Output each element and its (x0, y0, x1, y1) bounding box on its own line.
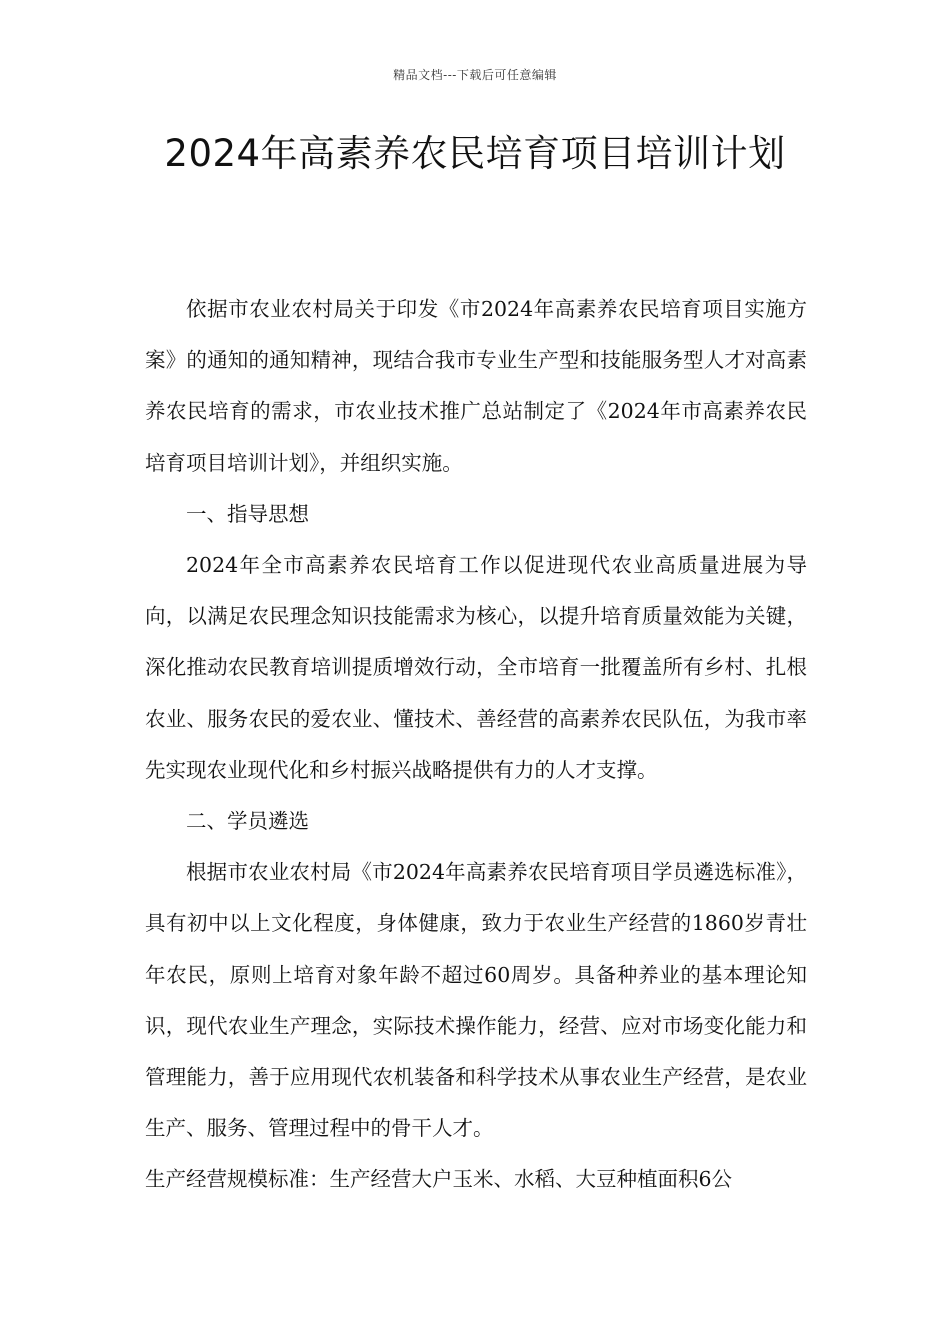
section-heading-guiding-ideology: 一、指导思想 (186, 501, 309, 526)
document-body (145, 284, 807, 1206)
intro-paragraph: 依据市农业农村局关于印发《市2024年高素养农民培育项目实施方案》的通知的通知精神，现结合我市专业生产型和技能服务型人才对高素养农民培育的需求，市农业技术推广总站制定了《2024年市高素养农民培育项目培训计划》，并组织实施。 (145, 297, 807, 475)
header-note: 精品文档---下载后可任意编辑 (393, 68, 557, 82)
scale-standard-paragraph: 生产经营规模标准：生产经营大户玉米、水稻、大豆种植面积6公 (145, 1167, 733, 1192)
guiding-ideology-paragraph: 2024年全市高素养农民培育工作以促进现代农业高质量进展为导向，以满足农民理念知识技能需求为核心，以提升培育质量效能为关键，深化推动农民教育培训提质增效行动，全市培育一批覆盖所有乡村、扎根农业、服务农民的爱农业、懂技术、善经营的高素养农民队伍，为我市率先实现农业现代化和乡村振兴战略提供有力的人才支撑。 (145, 553, 807, 782)
section-heading-trainee-selection: 二、学员遴选 (186, 809, 309, 834)
trainee-selection-paragraph: 根据市农业农村局《市2024年高素养农民培育项目学员遴选标准》，具有初中以上文化程度，身体健康，致力于农业生产经营的1860岁青壮年农民，原则上培育对象年龄不超过60周岁。具备种养业的基本理论知识，现代农业生产理念，实际技术操作能力，经营、应对市场变化能力和管理能力，善于应用现代农机装备和科学技术从事农业生产经营，是农业生产、服务、管理过程中的骨干人才。 (145, 860, 807, 1141)
document-title: 2024年高素养农民培育项目培训计划 (164, 132, 786, 175)
